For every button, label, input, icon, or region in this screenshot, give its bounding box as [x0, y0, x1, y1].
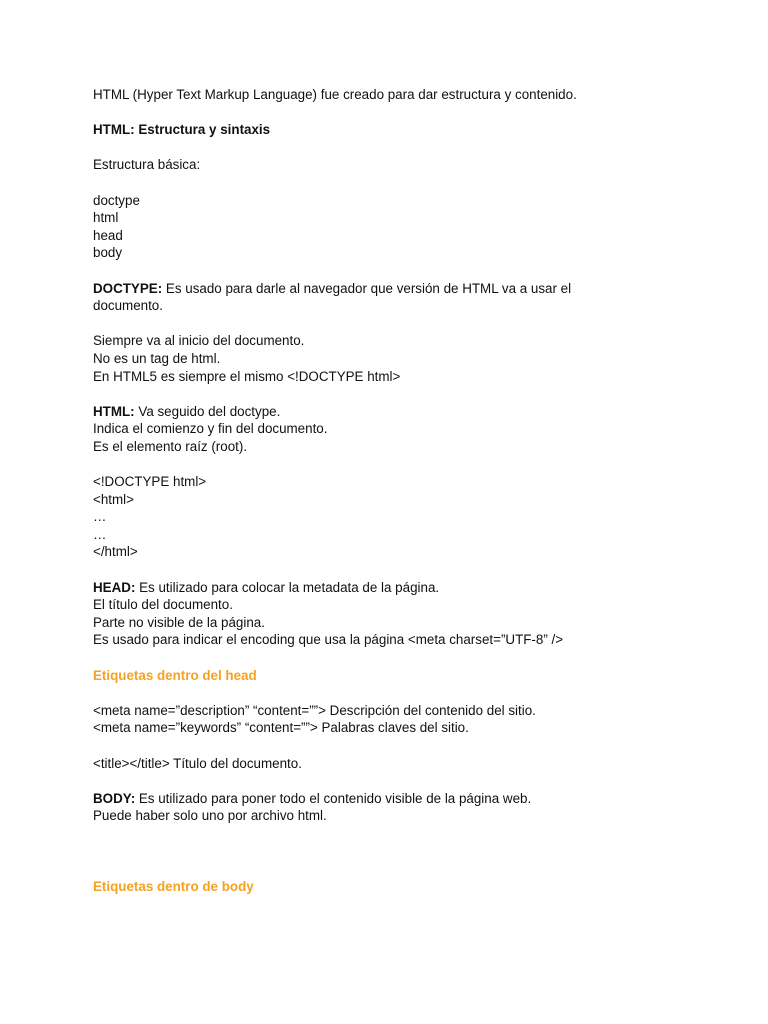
- doctype-description-cont: documento.: [93, 298, 163, 314]
- structure-item-html: html: [93, 210, 119, 226]
- spacer: [93, 561, 733, 579]
- spacer: [93, 455, 733, 473]
- code-line: …: [93, 509, 107, 525]
- code-line: <!DOCTYPE html>: [93, 474, 207, 490]
- body-description: Es utilizado para poner todo el contenido visible de la página web.: [135, 790, 532, 806]
- spacer: [93, 825, 733, 878]
- doctype-note: En HTML5 es siempre el mismo <!DOCTYPE html>: [93, 368, 401, 384]
- spacer: [93, 684, 733, 702]
- spacer: [93, 139, 733, 157]
- body-definition: [93, 790, 733, 808]
- spacer: [93, 385, 733, 403]
- code-line: …: [93, 526, 107, 542]
- head-note: Es usado para indicar el encoding que usa la página <meta charset=”UTF-8” />: [93, 632, 564, 648]
- doctype-description: Es usado para darle al navegador que versión de HTML va a usar el: [162, 280, 572, 296]
- html-term: HTML:: [93, 403, 135, 419]
- doctype-term: DOCTYPE:: [93, 280, 163, 296]
- spacer: [93, 104, 733, 122]
- section-title: HTML: Estructura y sintaxis: [93, 122, 271, 138]
- html-definition: [93, 403, 733, 421]
- html-note: Indica el comienzo y fin del documento.: [93, 421, 328, 437]
- head-note: Parte no visible de la página.: [93, 614, 265, 630]
- title-tag-line: <title></title> Título del documento.: [93, 755, 302, 771]
- spacer: [93, 772, 733, 790]
- meta-line: <meta name=”keywords” “content=””> Palabras claves del sitio.: [93, 720, 469, 736]
- body-tags-heading: Etiquetas dentro de body: [93, 878, 254, 894]
- head-description: Es utilizado para colocar la metadata de la página.: [135, 579, 440, 595]
- head-term: HEAD:: [93, 579, 136, 595]
- intro-text: HTML (Hyper Text Markup Language) fue creado para dar estructura y contenido.: [93, 87, 577, 102]
- basic-structure-label: Estructura básica:: [93, 157, 201, 173]
- structure-item-body: body: [93, 245, 123, 261]
- body-note: Puede haber solo uno por archivo html.: [93, 808, 327, 824]
- html-note: Es el elemento raíz (root).: [93, 438, 248, 454]
- doctype-definition: [93, 280, 733, 298]
- html-description: Va seguido del doctype.: [134, 403, 281, 419]
- code-line: </html>: [93, 544, 138, 560]
- head-tags-heading: Etiquetas dentro del head: [93, 667, 257, 683]
- doctype-note: No es un tag de html.: [93, 350, 221, 366]
- meta-line: <meta name=”description” “content=””> Descripción del contenido del sitio.: [93, 702, 536, 718]
- head-note: El título del documento.: [93, 597, 233, 613]
- spacer: [93, 174, 733, 192]
- spacer: [93, 315, 733, 333]
- spacer: [93, 649, 733, 667]
- body-term: BODY:: [93, 790, 136, 806]
- doctype-note: Siempre va al inicio del documento.: [93, 333, 305, 349]
- structure-item-doctype: doctype: [93, 192, 140, 208]
- spacer: [93, 262, 733, 280]
- code-line: <html>: [93, 491, 134, 507]
- structure-item-head: head: [93, 227, 123, 243]
- document-page: [93, 86, 733, 895]
- head-definition: [93, 579, 733, 597]
- spacer: [93, 737, 733, 755]
